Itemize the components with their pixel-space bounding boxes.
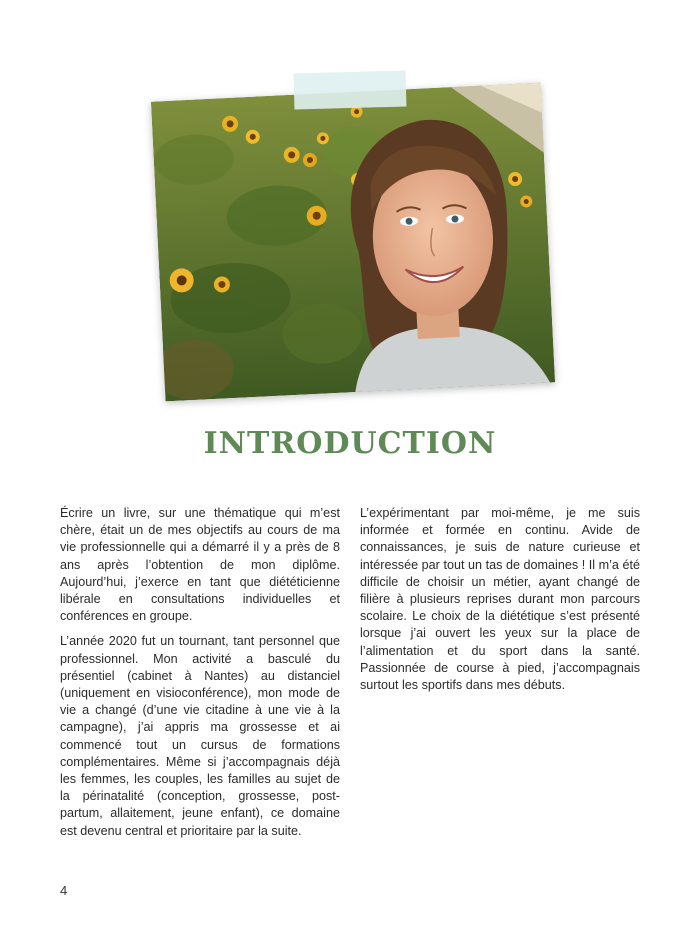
paragraph: L’année 2020 fut un tournant, tant personnel que professionnel. Mon activité a basculé du présentiel (cabinet à Nantes) au distanciel (uniquement en visioconférence), mon mode de vie a changé (d’une vie citadine à une vie à la campagne), j’ai appris ma grossesse et ai commencé tout un cursus de formations complémentaires. Même si j’accompagnais déjà les femmes, les couples, les familles au sujet de la périnatalité (conception, grossesse, post-partum, allaitement, jeune enfant), ce domaine est devenu central et prioritaire par la suite.: [60, 634, 340, 838]
page-number: 4: [60, 883, 68, 898]
paragraph: Écrire un livre, sur une thématique qui m’est chère, était un de mes objectifs au cours de ma vie professionnelle qui a démarré il y a près de 8 ans après l’obtention de mon diplôme. Aujourd’hui, j’exerce en tant que diététicienne libérale en consultations individuelles et conférences en groupe.: [60, 506, 340, 624]
paragraph: L’expérimentant par moi-même, je me suis informée et formée en continu. Avide de connaissances, je suis de nature curieuse et intéressée par tout un tas de domaines ! Il m’a été difficile de choisir un métier, ayant changé de filière à plusieurs reprises durant mon parcours scolaire. Le choix de la diététique s’est présenté lorsque j’ai ouvert les yeux sur la place de l’alimentation et du sport dans la santé. Passionnée de course à pied, j’accompagnais surtout les sportifs dans mes débuts.: [360, 506, 640, 693]
right-text-column: [360, 505, 640, 702]
page-title: INTRODUCTION: [203, 426, 497, 461]
portrait-photo: [151, 83, 555, 402]
tape-strip: [294, 71, 407, 110]
left-text-column: [60, 505, 340, 848]
sunflower-field-image: [151, 83, 555, 402]
